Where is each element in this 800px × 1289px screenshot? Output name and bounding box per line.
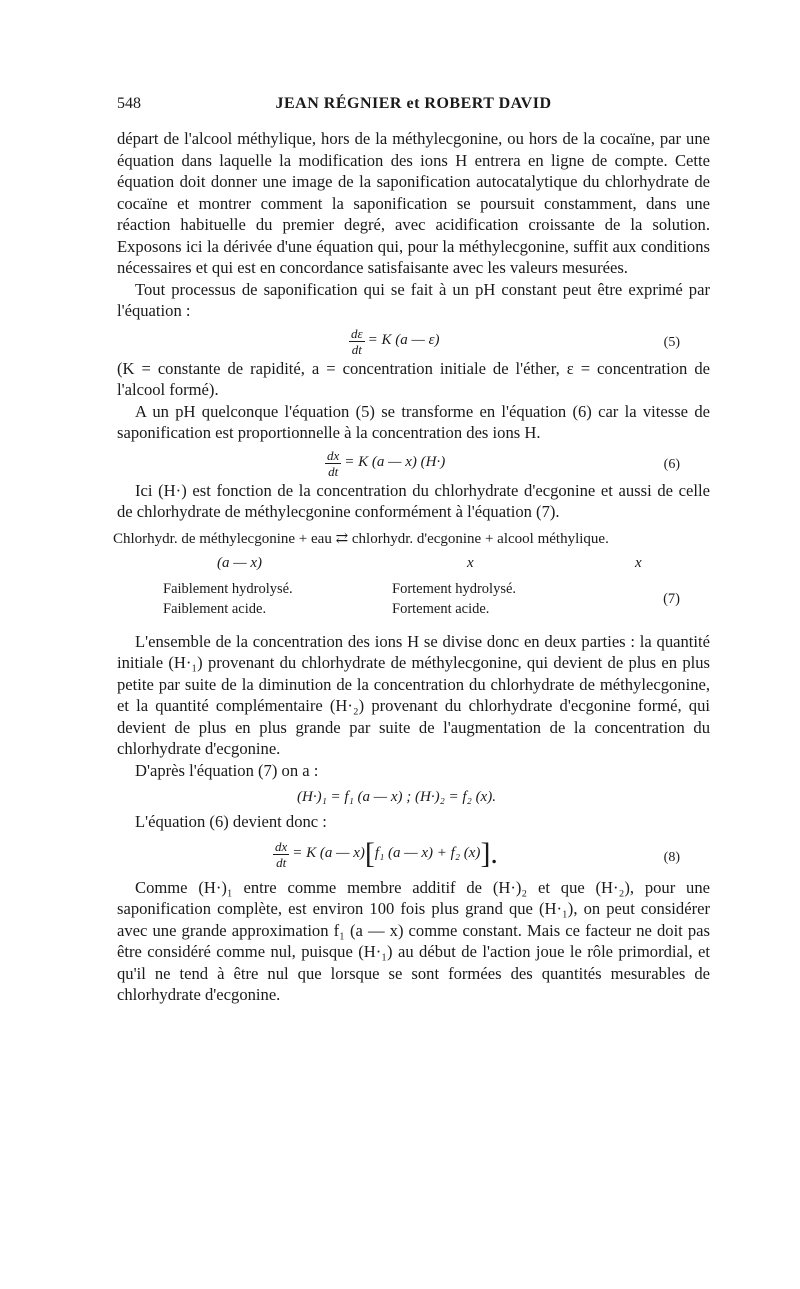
paragraph: L'équation (6) devient donc : <box>135 812 327 831</box>
reaction-note: Fortement acide. <box>392 600 490 617</box>
reaction-var: (a — x) <box>217 554 262 571</box>
paragraph: (K = constante de rapidité, a = concentration initiale de l'éther, ε = concentration de l'alcool formé). <box>117 358 710 399</box>
running-title: JEAN RÉGNIER et ROBERT DAVID <box>275 95 552 112</box>
reaction-note: Faiblement acide. <box>163 600 267 617</box>
equation-5: $\frac{d\varepsilon}{dt}$ = K (a — ε) (5) <box>351 325 680 357</box>
reaction-var: x <box>635 554 642 571</box>
paragraph: Ici (H·) est fonction de la concentration du chlorhydrate d'ecgonine et aussi de celle de chlorhydrate de méthylecgonine conformément à l'équation (7). <box>117 480 710 521</box>
paragraph: départ de l'alcool méthylique, hors de la méthylecgonine, ou hors de la cocaïne, par une équation dans laquelle la modification des ions H entrera en ligne de compte. Cette équation doit donner une image de la saponification autocatalytique du chlorhydrate de cocaïne et montrer comment la saponification se poursuit constamment, dans une réaction habituelle du premier degré, avec acidification croissante de la solution. Exposons ici la dérivée d'une équation qui, pour la méthylecgonine, suffit aux conditions nécessaires et qui est en concordance satisfaisante avec les valeurs mesurées. <box>117 129 710 277</box>
fraction: $\frac{dx}{dt}$ <box>275 838 288 870</box>
reaction-var: x <box>467 554 474 571</box>
equation-label: (7) <box>663 590 680 607</box>
paragraph: Comme (H·)₁ entre comme membre additif de (H·)₂ et que (H·₂), pour une saponification complète, est environ 100 fois plus grand que (H·₁), on peut considérer avec une grande approximation f₁ (a — x) comme constant. Mais ce facteur ne doit pas être considéré comme nul, puisque (H·₁) au début de l'action joue le rôle primordial, et qu'il ne tend à être nul que lorsque se sont formées des quantités mesurables de chlorhydrate d'ecgonine. <box>117 877 710 1004</box>
reaction-note: Faiblement hydrolysé. <box>163 580 293 597</box>
paragraph: L'ensemble de la concentration des ions H se divise donc en deux parties : la quantité initiale (H·₁) provenant du chlorhydrate de méthylecgonine, qui devient de plus en plus petite par suite de la diminution de la concentration du chlorhydrate de méthylecgonine, et la quantité complémentaire (H·₂) provenant du chlorhydrate d'ecgonine formé, qui devient de plus en plus grande par suite de l'augmentation de la concentration du chlorhydrate d'ecgonine. <box>117 631 710 758</box>
fraction: $\frac{dx}{dt}$ <box>327 447 340 479</box>
equation-8: $\frac{dx}{dt}$ = K (a — x) [ f₁ (a — x) + f₂ (x) ]. (8) <box>275 837 680 870</box>
equation-label: (5) <box>663 334 680 350</box>
reaction-line: Chlorhydr. de méthylecgonine + eau ⇄ chlorhydr. d'ecgonine + alcool méthylique. <box>113 530 609 547</box>
reaction-scheme <box>113 529 710 625</box>
equation-7b: (H·)₁ = f₁ (a — x) ; (H·)₂ = f₂ (x). <box>297 789 496 805</box>
equation-label: (6) <box>663 456 680 472</box>
reaction-note: Fortement hydrolysé. <box>392 580 517 597</box>
equation-label: (8) <box>663 849 680 865</box>
page-number: 548 <box>117 95 141 112</box>
paragraph: D'après l'équation (7) on a : <box>135 760 319 780</box>
paragraph: A un pH quelconque l'équation (5) se transforme en l'équation (6) car la vitesse de saponification est proportionnelle à la concentration des ions H. <box>117 401 710 442</box>
equation-6: $\frac{dx}{dt}$ = K (a — x) (H·) (6) <box>327 447 680 479</box>
fraction: $\frac{d\varepsilon}{dt}$ <box>351 325 363 357</box>
paragraph: Tout processus de saponification qui se fait à un pH constant peut être exprimé par l'équation : <box>117 279 710 320</box>
body-text <box>113 128 710 1006</box>
